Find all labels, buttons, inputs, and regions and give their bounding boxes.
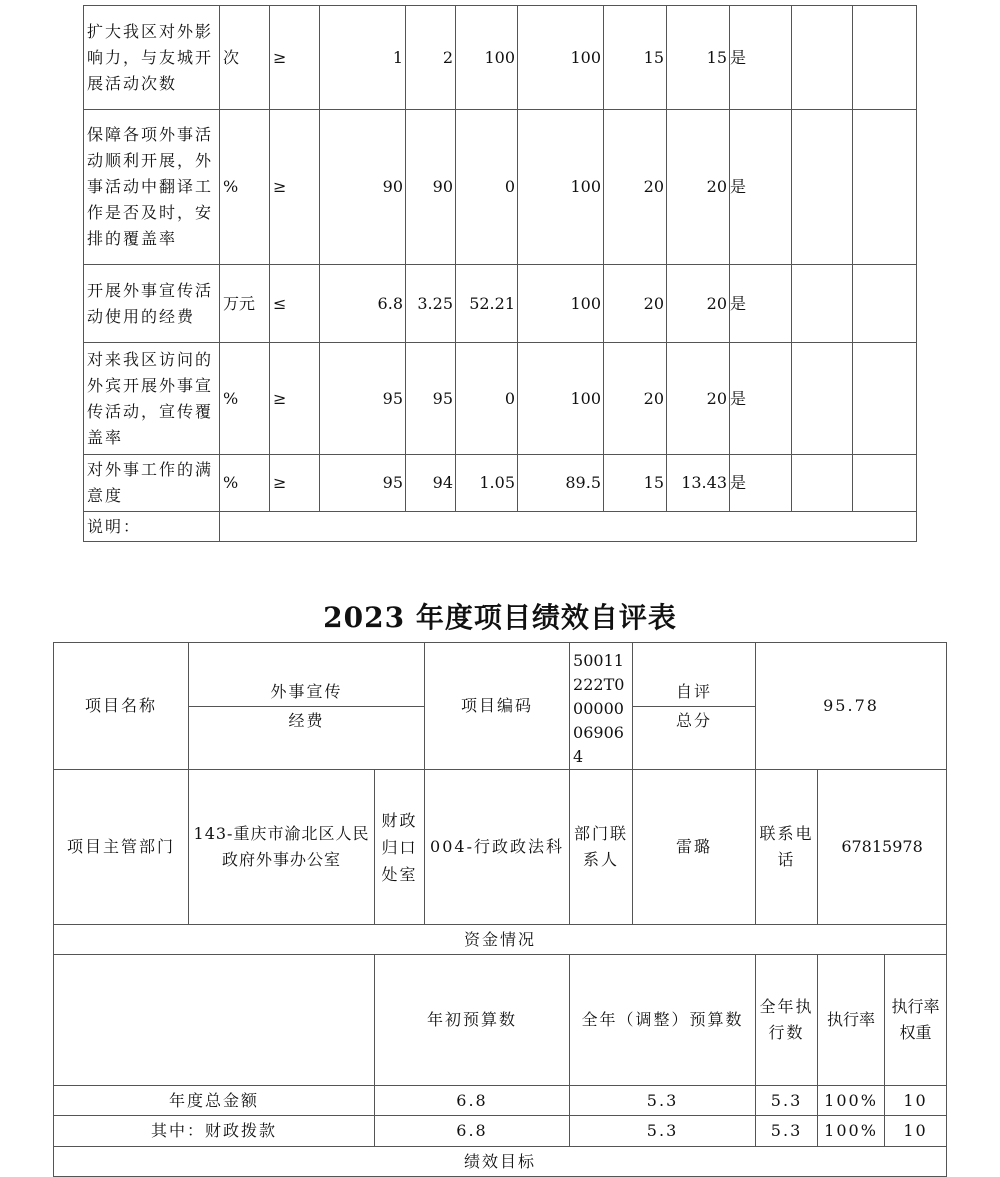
funds-header: 全年（调整）预算数: [570, 955, 756, 1086]
funds-cell: 5.3: [570, 1086, 756, 1116]
project-name-label: 项目名称: [54, 643, 189, 770]
indicator-table: [83, 5, 917, 542]
indicator-deviation: 1.05: [456, 455, 518, 512]
self-score-label-1: 自评: [633, 678, 755, 707]
funds-row: [54, 1086, 947, 1116]
indicator-op: ≥: [270, 455, 320, 512]
indicator-unit: %: [220, 110, 270, 265]
indicator-deviation: 0: [456, 110, 518, 265]
indicator-rate: 89.5: [518, 455, 604, 512]
indicator-rate: 100: [518, 110, 604, 265]
indicator-weight: 20: [604, 343, 667, 455]
indicator-target: 6.8: [320, 265, 406, 343]
project-code-value: 50011222T000000069064: [570, 643, 633, 770]
indicator-rate: 100: [518, 343, 604, 455]
funds-cell: 6.8: [375, 1086, 570, 1116]
indicator-rate: 100: [518, 265, 604, 343]
funds-row: [54, 1116, 947, 1147]
indicator-rows: [84, 6, 917, 542]
funds-cell: 100%: [818, 1116, 885, 1147]
indicator-actual: 95: [406, 343, 456, 455]
indicator-empty: [792, 455, 853, 512]
indicator-actual: 2: [406, 6, 456, 110]
indicator-row: [84, 6, 917, 110]
dept-value: 143-重庆市渝北区人民政府外事办公室: [189, 770, 375, 925]
project-name-value: [189, 643, 425, 770]
indicator-unit: %: [220, 455, 270, 512]
indicator-target: 90: [320, 110, 406, 265]
funds-cell: 5.3: [756, 1116, 818, 1147]
indicator-score: 20: [667, 265, 730, 343]
self-score-value: 95.78: [756, 643, 947, 770]
self-score-label-2: 总分: [676, 710, 713, 730]
funds-header: 年初预算数: [375, 955, 570, 1086]
indicator-unit: %: [220, 343, 270, 455]
dept-row: [54, 770, 947, 925]
note-row: [84, 512, 917, 542]
funds-header-empty: [54, 955, 375, 1086]
indicator-empty: [792, 110, 853, 265]
funds-header: 执行率权重: [885, 955, 947, 1086]
indicator-weight: 15: [604, 6, 667, 110]
contact-label: 部门联系人: [570, 770, 633, 925]
indicator-score: 13.43: [667, 455, 730, 512]
indicator-deviation: 52.21: [456, 265, 518, 343]
indicator-name: 对外事工作的满意度: [84, 455, 220, 512]
indicator-empty: [792, 265, 853, 343]
page-title: 2023 年度项目绩效自评表: [323, 601, 677, 634]
indicator-target: 95: [320, 455, 406, 512]
funds-header: 执行率: [818, 955, 885, 1086]
funds-cell: 5.3: [756, 1086, 818, 1116]
project-name-line2: 经费: [288, 710, 325, 730]
indicator-unit: 次: [220, 6, 270, 110]
contact-value: 雷璐: [633, 770, 756, 925]
project-name-row: [54, 643, 947, 770]
dept-label: 项目主管部门: [54, 770, 189, 925]
indicator-row: [84, 455, 917, 512]
indicator-score: 15: [667, 6, 730, 110]
note-label: 说明：: [84, 512, 220, 542]
funds-section-row: [54, 925, 947, 955]
finance-label: 财政归口处室: [375, 770, 425, 925]
goals-row: [54, 1147, 947, 1177]
indicator-weight: 20: [604, 110, 667, 265]
indicator-unit: 万元: [220, 265, 270, 343]
indicator-empty: [792, 6, 853, 110]
funds-cell: 5.3: [570, 1116, 756, 1147]
funds-cell: 100%: [818, 1086, 885, 1116]
self-eval-table: [53, 642, 947, 1177]
indicator-empty: [792, 343, 853, 455]
indicator-empty: [853, 110, 917, 265]
funds-row-label: 年度总金额: [54, 1086, 375, 1116]
indicator-rate: 100: [518, 6, 604, 110]
indicator-op: ≥: [270, 6, 320, 110]
project-code-label: 项目编码: [425, 643, 570, 770]
indicator-weight: 20: [604, 265, 667, 343]
funds-header: 全年执行数: [756, 955, 818, 1086]
indicator-row: [84, 265, 917, 343]
indicator-name: 保障各项外事活动顺利开展，外事活动中翻译工作是否及时，安排的覆盖率: [84, 110, 220, 265]
indicator-actual: 90: [406, 110, 456, 265]
funds-row-label: 其中：财政拨款: [54, 1116, 375, 1147]
funds-header-row: [54, 955, 947, 1086]
indicator-op: ≥: [270, 343, 320, 455]
indicator-op: ≤: [270, 265, 320, 343]
indicator-row: [84, 343, 917, 455]
indicator-op: ≥: [270, 110, 320, 265]
phone-label: 联系电话: [756, 770, 818, 925]
indicator-deviation: 0: [456, 343, 518, 455]
indicator-actual: 94: [406, 455, 456, 512]
indicator-pass: 是: [730, 265, 792, 343]
indicator-target: 95: [320, 343, 406, 455]
funds-section-label: 资金情况: [54, 925, 947, 955]
phone-value: 67815978: [818, 770, 947, 925]
funds-cell: 10: [885, 1086, 947, 1116]
indicator-pass: 是: [730, 110, 792, 265]
indicator-row: [84, 110, 917, 265]
indicator-pass: 是: [730, 455, 792, 512]
indicator-name: 对来我区访问的外宾开展外事宣传活动，宣传覆盖率: [84, 343, 220, 455]
indicator-name: 开展外事宣传活动使用的经费: [84, 265, 220, 343]
indicator-score: 20: [667, 343, 730, 455]
note-content: [220, 512, 917, 542]
indicator-target: 1: [320, 6, 406, 110]
indicator-empty: [853, 265, 917, 343]
indicator-empty: [853, 455, 917, 512]
goals-label: 绩效目标: [54, 1147, 947, 1177]
indicator-score: 20: [667, 110, 730, 265]
indicator-weight: 15: [604, 455, 667, 512]
indicator-actual: 3.25: [406, 265, 456, 343]
indicator-name: 扩大我区对外影响力，与友城开展活动次数: [84, 6, 220, 110]
indicator-deviation: 100: [456, 6, 518, 110]
indicator-pass: 是: [730, 6, 792, 110]
indicator-empty: [853, 343, 917, 455]
indicator-pass: 是: [730, 343, 792, 455]
funds-cell: 6.8: [375, 1116, 570, 1147]
self-score-label: [633, 643, 756, 770]
finance-value: 004-行政政法科: [425, 770, 570, 925]
funds-cell: 10: [885, 1116, 947, 1147]
project-name-line1: 外事宣传: [189, 678, 424, 707]
indicator-empty: [853, 6, 917, 110]
